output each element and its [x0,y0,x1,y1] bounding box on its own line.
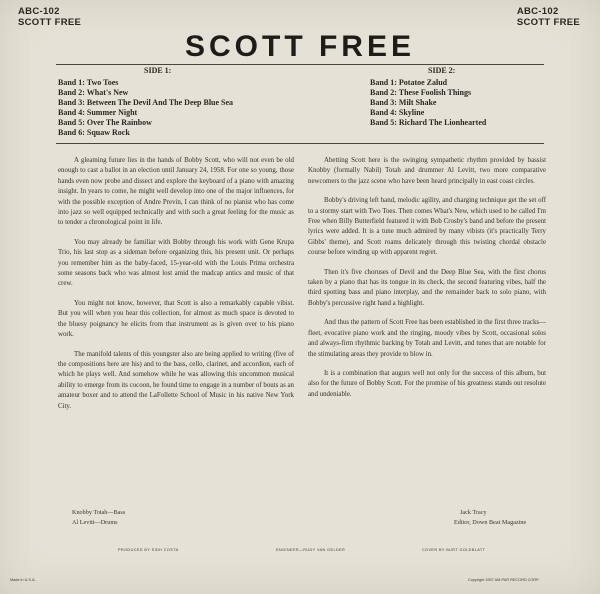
album-name-small: SCOTT FREE [18,17,82,28]
liner-paragraph: You may already be familiar with Bobby through his work with Gene Krupa Trio, his last stop as a sideman before organizing this, his present unit. Or perhaps you remember him as the baby-faced, 15-year-old with the Louis Prima orchestra some seasons back who was almost lost amid the madcap antics and music of that crew. [58,238,294,288]
producer-credit: PRODUCED BY SIDH COSTA [118,548,179,552]
liner-paragraph: Abetting Scott here is the swinging sympathetic rhythm provided by bassist Knobby (formally Nabil) Totah and drummer Al Levitt, two more comparative newcomers to the jazz scene who have been heard principally in east coast circles. [308,157,546,185]
catalog-block-right [517,6,580,28]
catalog-number: ABC-102 [516,6,559,17]
liner-paragraph: Bobby's driving left hand, melodic agility, and charging technique get the set off to a stormy start with Two Toes. Then comes What's New, which used to be called I'm Free when Billy Butterfield featured it with Bob Crosby's band and before the present lyrics were added. It is a tune much admired by many vibists (it's practically Terry Gibbs' theme), and Scott roams delicately through this twisting chordal obstacle course before winding up with apparent regret. [308,197,546,257]
personnel-entry: Knobby Totah—Bass [72,509,126,516]
album-name-small: SCOTT FREE [516,17,580,28]
track: Band 4: Summer Night [58,108,138,117]
personnel-entry: Al Levitt—Drums [72,519,118,526]
track: Band 4: Skyline [370,108,425,117]
track: Band 6: Squaw Rock [58,128,130,137]
author-role: Editor, Down Beat Magazine [454,519,527,526]
liner-paragraph: The manifold talents of this youngster also are being applied to writing (five of the compositions here are his) and to the bass, cello, clarinet, and accordion, each of which he plays well. And somehow while he was allowing this uncommon musical ability to emerge from its cocoon, he found time to engage in a number of bouts as an amateur boxer and to attend the LaFollette School of Music in his native New York City. [58,350,295,410]
album-title: SCOTT FREE [184,30,415,63]
liner-paragraph: And thus the pattern of Scott Free has been established in the first three tracks—fleet, evocative piano work and the ringing, moody vibes by Scott, occasional solos and always-firm rhythmic backing by Totah and Levitt, and tunes that are notable for the stimulating areas they provide to blow in. [308,319,546,358]
liner-notes-right-column [308,156,546,409]
catalog-number: ABC-102 [18,6,60,17]
catalog-block-left [18,6,81,28]
divider-top [56,64,544,65]
personnel-list [72,508,125,528]
track: Band 1: Potatoe Zalud [370,78,448,87]
track: Band 2: What's New [58,88,129,97]
engineer-credit: ENGINEER—RUDY VAN GELDER [276,548,346,552]
author-signature [454,508,527,528]
track: Band 1: Two Toes [58,78,119,87]
divider-middle [56,143,544,144]
side-1-tracklist [58,66,288,138]
side-2-heading: SIDE 2: [428,66,456,75]
track: Band 5: Richard The Lionhearted [370,118,487,127]
copyright-label: Copyright 1957 AM-PAR RECORD CORP. [468,578,540,582]
side-1-heading: SIDE 1: [144,66,172,75]
cover-credit: COVER BY BURT GOLDBLATT [422,548,486,552]
liner-paragraph: It is a combination that augurs well not only for the success of this album, but also for the future of Bobby Scott. For the promise of his greatness stands out resolute and undeniable. [308,369,546,398]
liner-paragraph: A gleaming future lies in the hands of Bobby Scott, who will not even be old enough to cast a ballot in an election until January 24, 1958. For one so young, those hands even now probe and dissect and explore the keyboard of a piano with amazing insight. In years to come, he might well develop into one of the major influences, for with the possible exception of Andre Previn, I can think of no pianist who has come into jazz so well equipped technically and with such a great feeling for the music as to tender a chronological point in life. [58,157,294,227]
liner-paragraph: You might not know, however, that Scott is also a remarkably capable vibist. But you will when you hear this collection, for almost as much space is devoted to the bluesy poignancy he elicits from that instrument as is given over to his piano work. [58,299,294,339]
liner-paragraph: Then it's five choruses of Devil and the Deep Blue Sea, with the first chorus taken by a piano that has its tongue in its check, the second featuring vibes, half the third spotting bass and piano interplay, and the remainder back to solo piano, with Bobby's percussive right hand a highlight. [308,268,546,307]
track: Band 3: Between The Devil And The Deep Blue Sea [58,98,234,107]
author-name: Jack Tracy [460,509,487,516]
track: Band 3: Milt Shake [370,98,437,107]
liner-notes-left-column [58,156,294,421]
track: Band 5: Over The Rainbow [58,118,152,127]
track: Band 2: These Foolish Things [370,88,472,97]
side-2-tracklist [370,66,570,128]
made-in-label: Made in U.S.A. [10,578,36,582]
